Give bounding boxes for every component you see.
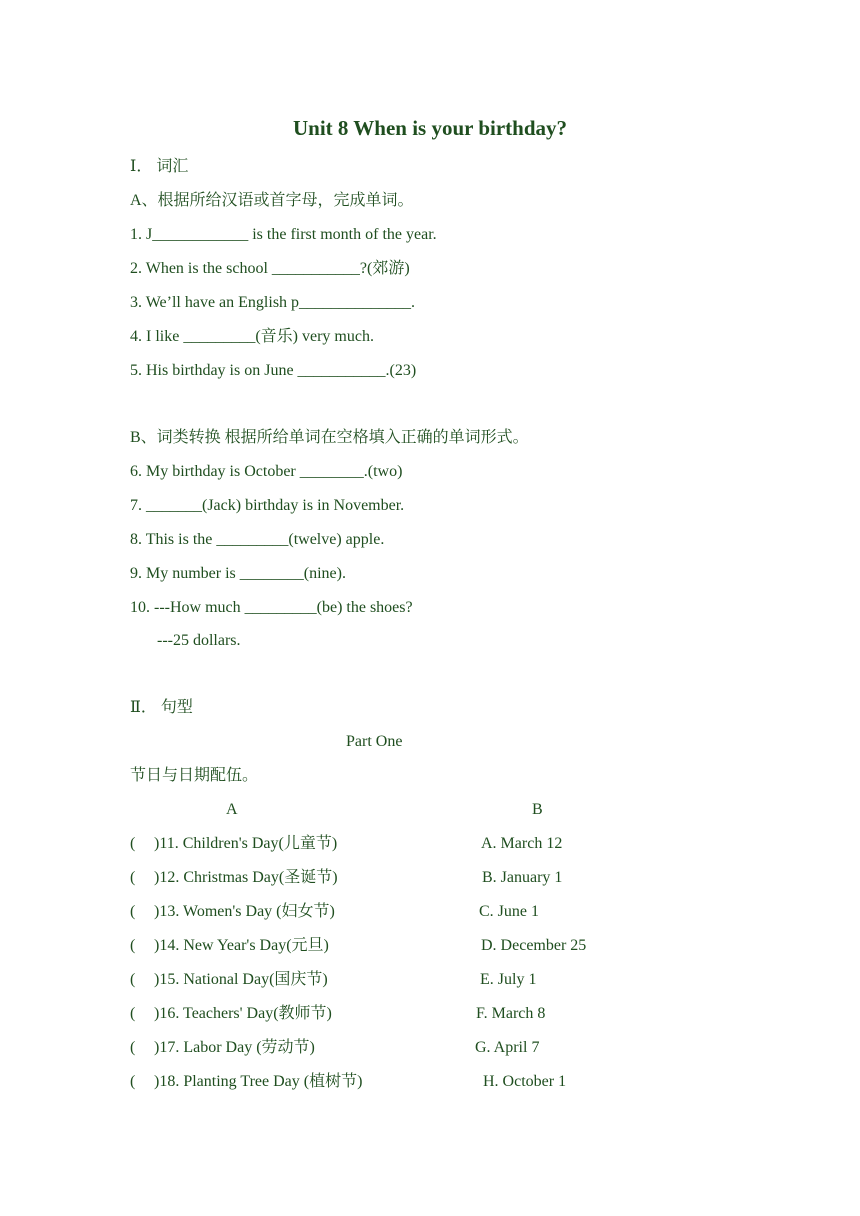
section-2-heading: Ⅱ． 句型: [130, 699, 193, 716]
festival-item: )13. Women's Day (妇女节): [154, 903, 335, 920]
festival-item: )17. Labor Day (劳动节): [154, 1039, 315, 1056]
date-option-h: H. October 1: [483, 1073, 567, 1090]
answer-paren[interactable]: (: [130, 937, 136, 954]
answer-paren[interactable]: (: [130, 1005, 136, 1022]
question-5: 5. His birthday is on June ___________.(23): [130, 362, 417, 379]
question-8: 8. This is the _________(twelve) apple.: [130, 531, 385, 548]
column-b-header: B: [532, 801, 543, 818]
matching-row-11: [130, 833, 337, 855]
date-option-f: F. March 8: [476, 1005, 546, 1022]
festival-item: )14. New Year's Day(元旦): [154, 937, 329, 954]
answer-paren[interactable]: (: [130, 903, 136, 920]
matching-row-15: [130, 969, 328, 991]
question-10-answer: ---25 dollars.: [157, 632, 241, 649]
part-one-title: Part One: [346, 733, 403, 750]
question-3: 3. We’ll have an English p______________.: [130, 294, 416, 311]
festival-item: )18. Planting Tree Day (植树节): [154, 1073, 363, 1090]
matching-instruction: 节日与日期配伍。: [130, 767, 259, 784]
date-option-d: D. December 25: [481, 937, 587, 954]
page-title: Unit 8 When is your birthday?: [292, 116, 568, 140]
matching-row-12: [130, 867, 338, 889]
column-a-header: A: [226, 801, 238, 818]
answer-paren[interactable]: (: [130, 1073, 136, 1090]
matching-row-14: [130, 935, 329, 957]
date-option-c: C. June 1: [479, 903, 539, 920]
answer-paren[interactable]: (: [130, 971, 136, 988]
question-7: 7. _______(Jack) birthday is in November.: [130, 497, 405, 514]
date-option-e: E. July 1: [480, 971, 537, 988]
section-1-heading: Ⅰ． 词汇: [130, 158, 189, 175]
question-9: 9. My number is ________(nine).: [130, 565, 346, 582]
question-4: 4. I like _________(音乐) very much.: [130, 328, 374, 345]
festival-item: )12. Christmas Day(圣诞节): [154, 869, 338, 886]
date-option-g: G. April 7: [475, 1039, 540, 1056]
date-option-a: A. March 12: [481, 835, 563, 852]
part-b-instruction: B、词类转换 根据所给单词在空格填入正确的单词形式。: [130, 429, 529, 446]
matching-row-18: [130, 1071, 362, 1093]
question-6: 6. My birthday is October ________.(two): [130, 463, 403, 480]
answer-paren[interactable]: (: [130, 869, 136, 886]
answer-paren[interactable]: (: [130, 835, 136, 852]
answer-paren[interactable]: (: [130, 1039, 136, 1056]
matching-row-16: [130, 1003, 332, 1025]
question-2: 2. When is the school ___________?(郊游): [130, 260, 410, 277]
festival-item: )11. Children's Day(儿童节): [154, 835, 338, 852]
festival-item: )15. National Day(国庆节): [154, 971, 328, 988]
matching-row-13: [130, 901, 335, 923]
question-1: 1. J____________ is the first month of the year.: [130, 226, 437, 243]
matching-row-17: [130, 1037, 315, 1059]
question-10: 10. ---How much _________(be) the shoes?: [130, 599, 413, 616]
part-a-instruction: A、根据所给汉语或首字母，完成单词。: [130, 192, 414, 209]
date-option-b: B. January 1: [482, 869, 563, 886]
festival-item: )16. Teachers' Day(教师节): [154, 1005, 332, 1022]
